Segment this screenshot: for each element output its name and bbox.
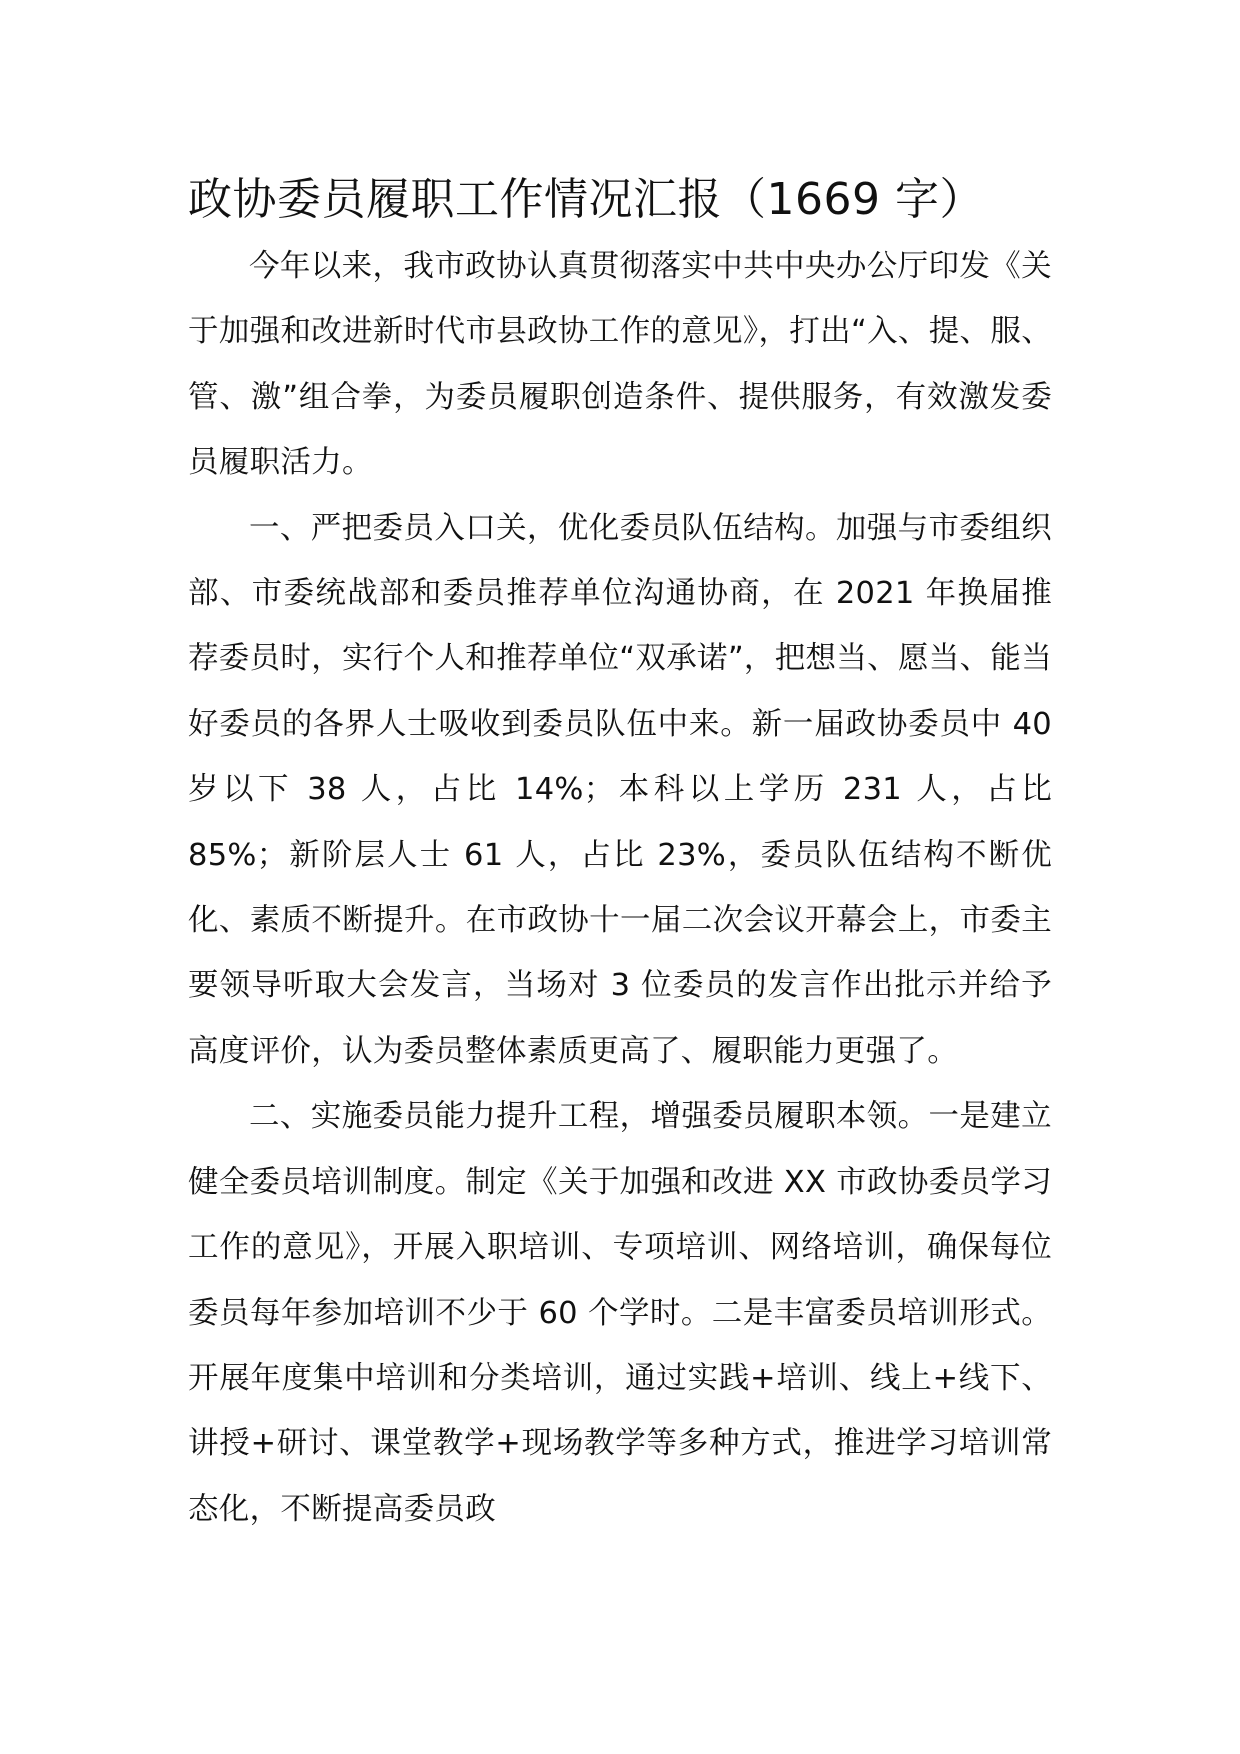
paragraph-section-two: 二、实施委员能力提升工程，增强委员履职本领。一是建立健全委员培训制度。制定《关于加强和改进 XX 市政协委员学习工作的意见》，开展入职培训、专项培训、网络培训，确保每位委员每年参加培训不少于 60 个学时。二是丰富委员培训形式。开展年度集中培训和分类培训，通过实践+培训、线上+线下、讲授+研讨、课堂教学+现场教学等多种方式，推进学习培训常态化，不断提高委员政	[188, 1099, 1052, 1527]
document-title: 政协委员履职工作情况汇报（1669 字）	[188, 174, 984, 225]
paragraph-section-one: 一、严把委员入口关，优化委员队伍结构。加强与市委组织部、市委统战部和委员推荐单位沟通协商，在 2021 年换届推荐委员时，实行个人和推荐单位“双承诺”，把想当、愿当、能当好委员的各界人士吸收到委员队伍中来。新一届政协委员中 40 岁以下 38 人，占比 14%；本科以上学历 231 人，占比 85%；新阶层人士 61 人，占比 23%，委员队伍结构不断优化、素质不断提升。在市政协十一届二次会议开幕会上，市委主要领导听取大会发言，当场对 3 位委员的发言作出批示并给予高度评价，认为委员整体素质更高了、履职能力更强了。	[188, 510, 1052, 1069]
paragraph-intro: 今年以来，我市政协认真贯彻落实中共中央办公厅印发《关于加强和改进新时代市县政协工作的意见》，打出“入、提、服、管、激”组合拳，为委员履职创造条件、提供服务，有效激发委员履职活力。	[188, 249, 1052, 481]
document-body	[188, 234, 1052, 1542]
